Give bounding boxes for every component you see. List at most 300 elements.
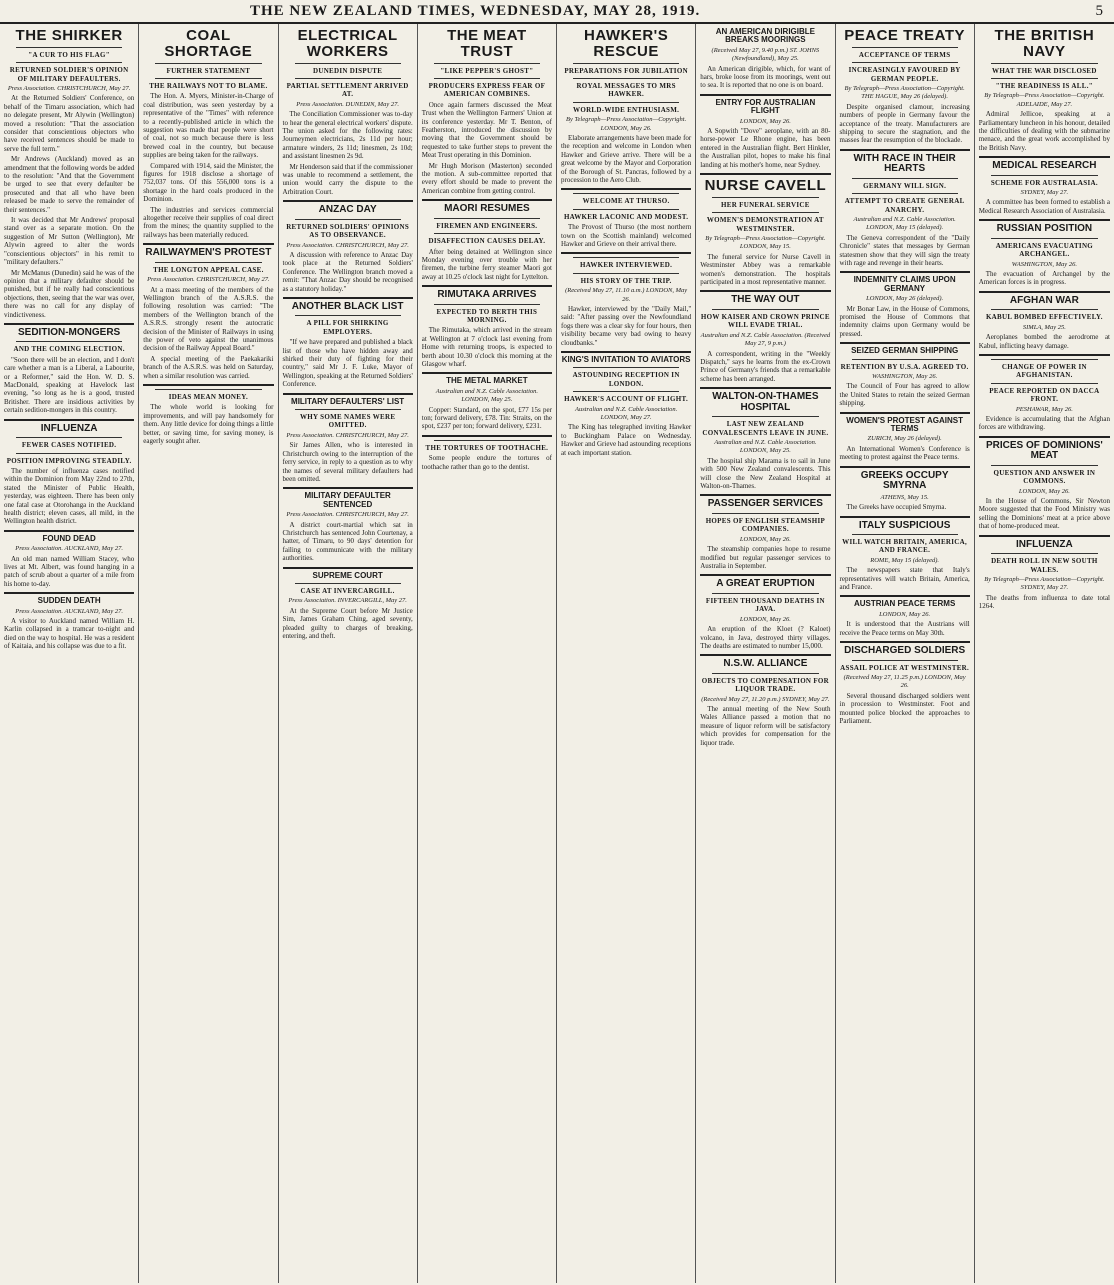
subheadline: EXPECTED TO BERTH THIS MORNING. <box>436 307 538 325</box>
article <box>840 28 970 145</box>
subheadline: HIS STORY OF THE TRIP. <box>580 276 672 285</box>
article-body <box>979 415 1110 432</box>
article <box>700 290 830 383</box>
paragraph: Elaborate arrangements have been made for the reception and welcome in London when Hawker and Grieve arrive. There will be a great welcome by the Mayor and Corporation of the Borough of St. Pancras, followed by a procession to the Aero Club. <box>561 133 692 184</box>
paragraph: At the Supreme Court before Mr Justice Sim, James Graham Ching, aged seventy, pleaded guilty to charges of breaking, entering, and theft. <box>282 606 413 640</box>
headline: ELECTRICAL WORKERS <box>297 27 398 60</box>
news-column <box>975 24 1114 1283</box>
headline: THE METAL MARKET <box>446 376 528 386</box>
article <box>840 641 970 725</box>
article-body <box>840 692 970 726</box>
article <box>700 173 830 286</box>
headline: A GREAT ERUPTION <box>716 578 815 590</box>
paragraph: The whole world is looking for improvements, and will pay handsomely for them. Any little device for doing things a little better, or saving time, for saving money, is eagerly sought after. <box>143 403 274 446</box>
dateline: PESHAWAR, May 26. <box>1015 405 1073 413</box>
article <box>840 466 970 512</box>
subheadline: DUNEDIN DISPUTE <box>312 66 383 75</box>
subheadline: SCHEME FOR AUSTRALASIA. <box>990 178 1098 187</box>
divider <box>991 238 1098 239</box>
divider <box>422 285 552 287</box>
dateline: WASHINGTON, May 26. <box>872 373 938 381</box>
subheadline: RETENTION BY U.S.A. AGREED TO. <box>840 362 969 371</box>
dateline: Press Association. CHRISTCHURCH, May 27. <box>147 276 270 284</box>
article-body <box>700 625 830 650</box>
divider <box>295 315 401 316</box>
divider <box>840 412 970 414</box>
divider <box>561 252 691 254</box>
headline: RAILWAYMEN'S PROTEST <box>145 247 272 259</box>
paragraph: At the Returned Soldiers' Conference, on behalf of the Timaru association, which had no delegate present, Mr Alywin (Wellington) moved a resolution: "That the association consider that conscientious objectors who have received sentences should be made to serve the full term." <box>4 94 135 153</box>
divider <box>561 351 691 353</box>
paragraph: The number of influenza cases notified within the Dominion from May 22nd to 27th, stated the Minister of Public Health, yesterday, was eighteen. There has been only one fatal case at Otorohanga in the Auckland health district; eleven cases, all mild, in the Wellington health district. <box>4 467 135 526</box>
subheadline: A PILL FOR SHIRKING EMPLOYERS. <box>306 319 389 336</box>
headline: ANOTHER BLACK LIST <box>291 300 404 312</box>
article <box>283 393 413 484</box>
article-body <box>840 503 970 511</box>
divider <box>573 367 679 368</box>
article <box>840 516 970 592</box>
article <box>840 271 970 338</box>
article <box>700 94 830 169</box>
headline: SUDDEN DEATH <box>37 596 101 606</box>
divider <box>700 173 830 175</box>
dateline: (Received May 27, 11.25 p.m.) LONDON, May 26. <box>843 673 966 690</box>
divider <box>712 197 818 198</box>
subheadline: PRODUCERS EXPRESS FEAR OF AMERICAN COMBINES. <box>428 81 546 99</box>
article-body <box>4 467 134 526</box>
divider <box>979 354 1110 356</box>
news-column <box>0 24 139 1283</box>
subheadline: THE RAILWAYS NOT TO BLAME. <box>149 81 268 90</box>
article <box>700 387 830 490</box>
subheadline: WHAT THE WAR DISCLOSED <box>992 66 1097 75</box>
headline: WOMEN'S PROTEST AGAINST TERMS <box>846 415 963 434</box>
article-body <box>561 223 691 248</box>
news-column <box>139 24 278 1283</box>
subheadline: KABUL BOMBED EFFECTIVELY. <box>985 313 1103 322</box>
article <box>561 188 691 248</box>
paragraph: The Conciliation Commissioner was to-day to hear the general electrical workers' dispute. The union asked for the following rates: Journeymen electricians, 2s 11d per hour; armature winders, 2s 11d; linesmen, 2s 10d; and assistant linesmen 2s 9d. <box>282 110 413 161</box>
divider <box>143 243 273 245</box>
divider <box>712 593 818 594</box>
divider <box>700 290 830 292</box>
divider <box>295 63 401 64</box>
article-body <box>700 350 830 384</box>
headline: MILITARY DEFAULTER SENTENCED <box>304 491 391 509</box>
headline: RIMUTAKA ARRIVES <box>437 289 537 301</box>
article-body <box>840 566 970 591</box>
headline: THE WAY OUT <box>731 294 800 306</box>
divider <box>422 435 552 437</box>
dateline: Press Association. CHRISTCHURCH, May 27. <box>286 241 409 249</box>
dateline: LONDON, May 26. <box>739 535 791 543</box>
subheadline: "A CUR TO HIS FLAG" <box>28 50 110 59</box>
headline: DISCHARGED SOLDIERS <box>844 645 966 657</box>
page-number: 5 <box>1095 2 1104 19</box>
dateline: Press Association. INVERCARGILL, May 27. <box>288 597 407 605</box>
news-column <box>557 24 696 1283</box>
dateline: Press Association. DUNEDIN, May 27. <box>296 100 399 108</box>
divider <box>852 178 958 179</box>
headline: NURSE CAVELL <box>704 177 827 195</box>
paragraph: The newspapers state that Italy's representatives will watch Britain, America, and France. <box>839 566 970 592</box>
headline: AN AMERICAN DIRIGIBLE BREAKS MOORINGS <box>715 27 815 45</box>
divider <box>422 199 552 201</box>
divider <box>573 78 679 79</box>
subheadline: RETURNED SOLDIERS' OPINIONS AS TO OBSERVANCE. <box>286 222 410 240</box>
dateline: Australian and N.Z. Cable Association. LONDON, May 25. <box>714 439 817 455</box>
subheadline: ROYAL MESSAGES TO MRS HAWKER. <box>576 81 676 99</box>
article <box>979 535 1110 611</box>
paragraph: The Provost of Thurso (the most northern town on the Scottish mainland) welcomed Hawker and Grieve on their arrival there. <box>561 223 692 248</box>
headline: THE SHIRKER <box>15 27 123 44</box>
paragraph: The deaths from influenza to date total 1264. <box>978 593 1110 611</box>
dateline: (Received May 27, 9.40 p.m.) ST. JOHNS (Newfoundland), May 25. <box>711 46 820 63</box>
article-body <box>979 270 1110 287</box>
dateline: By Telegraph—Press Association—Copyright. SYDNEY, May 27. <box>984 575 1105 592</box>
article-body <box>422 454 552 471</box>
headline: AUSTRIAN PEACE TERMS <box>853 599 956 609</box>
subheadline: PARTIAL SETTLEMENT ARRIVED AT. <box>286 81 409 99</box>
article <box>700 28 830 90</box>
paragraph: Mr Hugh Morison (Masterton) seconded the motion. A sub-committee reported that every effort should be made to prevent the American combine from getting control. <box>421 161 552 195</box>
dateline: LONDON, May 26. <box>1018 487 1070 495</box>
dateline: Australian and N.Z. Cable Association. (Received May 27, 9 p.m.) <box>700 331 831 348</box>
subheadline: PEACE REPORTED ON DACCA FRONT. <box>989 386 1100 404</box>
divider <box>852 62 958 63</box>
paragraph: Copper: Standard, on the spot, £77 15s per ton; forward delivery, £78. Tin: Straits, on the spot, £237 per ton; forward delivery, £231. <box>421 405 552 431</box>
divider <box>283 487 413 489</box>
article <box>840 342 970 407</box>
article-body <box>283 338 413 388</box>
divider <box>4 592 134 594</box>
headline: N.S.W. ALLIANCE <box>723 658 808 670</box>
article-body <box>979 198 1110 215</box>
article <box>143 243 273 380</box>
article <box>422 372 552 430</box>
paragraph: Aeroplanes bombed the aerodrome at Kabul, inflicting heavy damage. <box>978 333 1110 350</box>
article-body <box>283 251 413 293</box>
subheadline: INCREASINGLY FAVOURED BY GERMAN PEOPLE. <box>848 66 961 83</box>
paragraph: Mr Bonar Law, in the House of Commons, promised the House of Commons that indemnity claims upon Germany would be pressed. <box>839 304 970 338</box>
subheadline: FIFTEEN THOUSAND DEATHS IN JAVA. <box>705 596 825 614</box>
subheadline: ACCEPTANCE OF TERMS <box>858 50 951 59</box>
dateline: (Received May 27, 11.20 p.m.) SYDNEY, May 27. <box>701 695 830 703</box>
article <box>283 200 413 293</box>
dateline: SYDNEY, May 27. <box>1020 189 1069 197</box>
article <box>143 384 273 445</box>
divider <box>979 436 1110 438</box>
headline: THE BRITISH NAVY <box>994 27 1095 60</box>
divider <box>991 63 1098 64</box>
headline: HAWKER'S RESCUE <box>584 27 669 60</box>
divider <box>573 391 679 392</box>
article-body <box>840 382 970 407</box>
dateline: ROME, May 15 (delayed). <box>870 556 939 564</box>
dateline: Press Association. AUCKLAND, May 27. <box>15 545 123 553</box>
headline: INDEMNITY CLAIMS UPON GERMANY <box>853 275 956 293</box>
subheadline: CASE AT INVERCARGILL. <box>300 586 395 595</box>
article <box>700 494 830 570</box>
article-body <box>700 253 830 287</box>
divider <box>434 63 540 64</box>
subheadline: HOW KAISER AND CROWN PRINCE WILL EVADE TRIAL. <box>700 312 830 330</box>
paragraph: The funeral service for Nurse Cavell in Westminster Abbey was a remarkable women's demonstration. The hospitals participated in a most representative manner. <box>700 252 831 287</box>
subheadline: "THE READINESS IS ALL." <box>995 81 1093 90</box>
paragraph: The King has telegraphed inviting Hawker to Buckingham Palace on Wednesday. Hawker and Grieve had astounding receptions at each important station. <box>561 423 692 457</box>
news-column <box>836 24 975 1283</box>
article-body <box>283 441 413 483</box>
article-body <box>700 127 830 169</box>
divider <box>16 453 122 454</box>
article <box>422 435 552 471</box>
dateline: Press Association. AUCKLAND, May 27. <box>15 607 123 615</box>
headline: INFLUENZA <box>1016 538 1073 550</box>
headline: ANZAC DAY <box>318 204 377 216</box>
divider <box>991 359 1098 360</box>
divider <box>16 437 122 438</box>
paragraph: Hawker, interviewed by the "Daily Mail," said: "After passing over the Newfoundland fogs there was a clear sky for four hours, then visibility became very bad owing to heavy cloudbanks." <box>561 305 692 347</box>
paragraph: A Sopwith "Dove" aeroplane, with an 80-horse-power Le Rhone engine, has been entered in the Australian flight. Bert Hinkler, the Australian pilot, hopes to make his final landing at his mother's home, near Sydney. <box>700 127 831 169</box>
article <box>561 28 691 184</box>
divider <box>852 660 958 661</box>
divider <box>573 102 679 103</box>
divider <box>16 341 122 342</box>
article-body <box>840 103 970 145</box>
divider <box>561 188 691 190</box>
headline: WITH RACE IN THEIR HEARTS <box>853 152 956 175</box>
dateline: By Telegraph—Press Association—Copyright. THE HAGUE, May 26 (delayed). <box>844 84 965 101</box>
divider <box>712 416 818 417</box>
divider <box>840 641 970 643</box>
article-body <box>422 101 552 195</box>
divider <box>283 393 413 395</box>
article-body <box>700 545 830 570</box>
article-body <box>840 445 970 462</box>
paragraph: The evacuation of Archangel by the American forces is in progress. <box>978 270 1110 287</box>
paragraph: Compared with 1914, said the Minister, the figures for 1918 disclose a shortage of 752,037 tons. Of this 556,000 tons is a shortage in the hard coals produced in the Dominion. <box>143 161 274 204</box>
paragraph: The hospital ship Marama is to sail in June with 500 New Zealand convalescents. This will close the New Zealand Hospital at Walton-on-Thames. <box>700 456 831 491</box>
dateline: ATHENS, May 15. <box>880 493 929 501</box>
subheadline: POSITION IMPROVING STEADILY. <box>6 456 132 465</box>
headline: PASSENGER SERVICES <box>707 498 823 510</box>
article-body <box>283 607 413 641</box>
article-body <box>143 403 273 445</box>
article <box>283 297 413 389</box>
article <box>283 567 413 641</box>
subheadline: HAWKER INTERVIEWED. <box>580 261 673 270</box>
divider <box>840 516 970 518</box>
subheadline: LAST NEW ZEALAND CONVALESCENTS LEAVE IN JUNE. <box>702 420 829 437</box>
article-body <box>840 305 970 339</box>
article <box>840 595 970 637</box>
headline: THE MEAT TRUST <box>447 27 527 60</box>
paragraph: "If we have prepared and published a black list of those who have hidden away and shirked their duty of fighting for their country," said Mr J. F. Luke, Mayor of Wellington, speaking at the Returned Soldiers' Conference. <box>282 338 413 389</box>
divider <box>16 47 122 48</box>
divider <box>991 383 1098 384</box>
headline: MAORI RESUMES <box>444 203 530 215</box>
article <box>700 574 830 650</box>
article <box>4 530 134 588</box>
dateline: By Telegraph—Press Association—Copyright. LONDON, May 15. <box>705 235 826 251</box>
divider <box>434 218 540 219</box>
divider <box>700 494 830 496</box>
subheadline: PREPARATIONS FOR JUBILATION <box>564 66 688 75</box>
paragraph: The industries and services commercial altogether receive their supplies of coal direct from the mines; the quantity supplied to the railways has been materially reduced. <box>143 205 274 239</box>
paragraph: The annual meeting of the New South Wales Alliance passed a motion that no measure of liquor reform will be satisfactory which provides for compensation for the liquor trade. <box>700 705 831 747</box>
divider <box>434 233 540 234</box>
divider <box>573 209 679 210</box>
divider <box>295 409 401 410</box>
paragraph: It was decided that Mr Andrews' proposal stand over as a separate motion. On the suggestion of Mr Sutton (Wellington), Mr Alywin agreed to alter the words "conscientious objectors" in his remit to "military defaulters." <box>4 216 135 267</box>
divider <box>991 78 1098 79</box>
headline: GREEKS OCCUPY SMYRNA <box>860 469 949 492</box>
divider <box>283 567 413 569</box>
paragraph: A discussion with reference to Anzac Day took place at the Returned Soldiers' Conference. The Wellington branch moved a remit: "That Anzac Day should be recognised as a statutory holiday." <box>282 250 413 293</box>
article-body <box>561 134 691 184</box>
article-body <box>4 555 134 589</box>
divider <box>573 193 679 194</box>
article-body <box>283 521 413 563</box>
divider <box>979 156 1110 158</box>
dateline: Press Association. CHRISTCHURCH, May 27. <box>7 84 131 92</box>
divider <box>991 175 1098 176</box>
paragraph: The Geneva correspondent of the "Daily Chronicle" states that messages by German statesmen show that they will sign the treaty with rage and revenge in their hearts. <box>839 233 970 268</box>
paragraph: Mr Andrews (Auckland) moved as an amendment that the following words be added to the resolution: "And that the Government be urged to see that every defaulter be prosecuted and that all who have been released be made to serve the remainder of their sentences." <box>4 155 135 214</box>
article-body <box>561 423 691 457</box>
divider <box>295 583 401 584</box>
paragraph: The Greeks have occupied Smyrna. <box>846 503 947 512</box>
divider <box>155 389 261 390</box>
dateline: Australian and N.Z. Cable Association. LONDON, May 25. <box>435 387 538 404</box>
subheadline: WILL WATCH BRITAIN, AMERICA, AND FRANCE. <box>842 538 968 555</box>
paragraph: A special meeting of the Paekakariki branch of the A.S.R.S. was held on Saturday, when a similar resolution was carried. <box>143 354 274 380</box>
news-column <box>279 24 418 1283</box>
headline: MILITARY DEFAULTERS' LIST <box>291 396 405 406</box>
subheadline: HOPES OF ENGLISH STEAMSHIP COMPANIES. <box>705 516 826 534</box>
paragraph: The steamship companies hope to resume modified but regular passenger services to Australia in September. <box>700 545 831 570</box>
paragraph: Mr Henderson said that if the commissioner was unable to recommend a settlement, the union would carry the dispute to the Arbitration Court. <box>282 162 413 196</box>
paragraph: In the House of Commons, Sir Newton Moore suggested that the Food Ministry was selling the Dominions' meat at a price above that of home-produced meat. <box>978 497 1110 531</box>
news-column <box>696 24 835 1283</box>
article <box>979 156 1110 215</box>
article <box>979 219 1110 287</box>
headline: MEDICAL RESEARCH <box>992 160 1097 172</box>
divider <box>979 535 1110 537</box>
headline: ENTRY FOR AUSTRALIAN FLIGHT <box>715 97 816 116</box>
paragraph: Mr McManus (Dunedin) said he was of the opinion that a military defaulter should be punished, but if he really had conscientious objections, then, seeing that the war was over, there was no call for any display of vindictiveness. <box>4 268 135 319</box>
divider <box>712 309 818 310</box>
article-body <box>840 620 970 637</box>
subheadline: THE LONGTON APPEAL CASE. <box>153 265 264 274</box>
article-body <box>979 497 1110 531</box>
paragraph: After being detained at Wellington since Monday evening over trouble with her firemen, the turbine ferry steamer Maori got away at 10.25 o'clock last night for Lyttelton. <box>421 247 552 281</box>
page-columns <box>0 24 1114 1283</box>
subheadline: ASSAIL POLICE AT WESTMINSTER. <box>840 663 970 672</box>
article-body <box>143 286 273 380</box>
article-body <box>4 617 134 651</box>
divider <box>712 513 818 514</box>
paragraph: A visitor to Auckland named William H. Karlin collapsed in a tramcar to-night and died on the way to hospital. He was a resident of Kaitaia, and his collapse was due to a fit. <box>4 617 135 651</box>
subheadline: THE TORTURES OF TOOTHACHE. <box>425 443 549 452</box>
article <box>979 291 1110 350</box>
headline: SEIZED GERMAN SHIPPING <box>851 346 959 356</box>
divider <box>852 534 958 535</box>
divider <box>4 530 134 532</box>
article <box>700 654 830 747</box>
divider <box>840 149 970 151</box>
divider <box>434 304 540 305</box>
masthead <box>0 0 1114 24</box>
subheadline: IDEAS MEAN MONEY. <box>168 393 249 401</box>
headline: AFGHAN WAR <box>1009 294 1079 306</box>
paragraph: At a mass meeting of the members of the Wellington branch of the A.S.R.S. the following resolution was carried: "The members of the Wellington branch of the A.S.R.S. strongly resent the autocratic decision of the Minister of Railways in using the power of veto against the unanimous decision of the Railway Appeal Board." <box>143 285 274 353</box>
dateline: (Received May 27, 11.10 a.m.) LONDON, May 26. <box>565 287 688 303</box>
article <box>979 354 1110 432</box>
article <box>4 323 134 415</box>
paragraph: Despite organised clamour, increasing numbers of people in Germany favour the acceptance of the treaty. Manufacturers are shipping to secure the stagnation, and the masses fear the resumption of the blockade. <box>839 102 970 145</box>
article <box>283 487 413 562</box>
news-column <box>418 24 557 1283</box>
paragraph: Several thousand discharged soldiers went in procession to Westminster. Foot and mounted police blocked the approaches to Parliament. <box>839 691 970 725</box>
divider <box>852 47 958 48</box>
paragraph: The Hon. A. Myers, Minister-in-Charge of coal distribution, was seen yesterday by a representative of the "Times" with reference to a recently-published article in which the suggestion was made that people were short of coal, not so much because there is less brewed coal in the country, but because supplies are being taken for the railways. <box>143 92 274 160</box>
article-body <box>283 110 413 196</box>
divider <box>16 62 122 63</box>
divider <box>155 78 261 79</box>
subheadline: CHANGE OF POWER IN AFGHANISTAN. <box>1001 362 1087 380</box>
paragraph: The Council of Four has agreed to allow the United States to retain the seized German shipping. <box>839 382 970 408</box>
subheadline: RETURNED SOLDIER'S OPINION OF MILITARY DEFAULTERS. <box>9 66 129 83</box>
headline: PRICES OF DOMINIONS' MEAT <box>985 439 1103 462</box>
divider <box>155 262 261 263</box>
dateline: Australian and N.Z. Cable Association. LONDON, May 15 (delayed). <box>853 216 956 232</box>
dateline: LONDON, May 26. <box>739 117 791 125</box>
dateline: Press Association. CHRISTCHURCH, May 27. <box>286 431 409 439</box>
subheadline: HAWKER'S ACCOUNT OF FLIGHT. <box>564 395 689 404</box>
dateline: LONDON, May 26. <box>739 615 791 623</box>
divider <box>840 595 970 597</box>
paragraph: An old man named William Stacey, who lives at Mt. Albert, was found hanging in a patch of scrub about a quarter of a mile from his home to-day. <box>4 554 135 588</box>
subheadline: QUESTION AND ANSWER IN COMMONS. <box>993 468 1096 486</box>
article <box>422 199 552 281</box>
dateline: Press Association. CHRISTCHURCH, May 27. <box>286 511 409 519</box>
subheadline: FEWER CASES NOTIFIED. <box>21 441 117 450</box>
newspaper-title: THE NEW ZEALAND TIMES, WEDNESDAY, MAY 28, 1919. <box>250 2 701 19</box>
divider <box>295 219 401 220</box>
subheadline: DEATH ROLL IN NEW SOUTH WALES. <box>991 557 1098 574</box>
divider <box>991 465 1098 466</box>
dateline: ZURICH, May 26 (delayed). <box>867 435 942 443</box>
article <box>840 412 970 462</box>
article-body <box>422 248 552 282</box>
dateline: By Telegraph—Press Association—Copyright. LONDON, May 26. <box>566 116 687 132</box>
paragraph: It is understood that the Austrians will receive the Peace terms on May 30th. <box>839 620 970 637</box>
subheadline: WELCOME AT THURSO. <box>582 197 670 206</box>
divider <box>712 673 818 674</box>
divider <box>573 273 679 274</box>
article-body <box>422 326 552 368</box>
paragraph: "Soon there will be an election, and I don't care whether a man is a Liberal, a Labourite, or a Reformer," said the Hon. W. D. S. MacDonald, speaking at Havelock last evening, "so long as he is a good, trusted Britisher. There are insidious activities by certain sedition-mongers in this country. <box>4 355 135 415</box>
divider <box>991 309 1098 310</box>
divider <box>4 323 134 325</box>
dateline: Australian and N.Z. Cable Association. LONDON, May 27. <box>574 405 678 422</box>
dateline: LONDON, May 26. <box>879 610 931 618</box>
article-body <box>700 65 830 90</box>
article <box>4 28 134 319</box>
article-body <box>561 305 691 347</box>
headline: PEACE TREATY <box>844 27 965 44</box>
